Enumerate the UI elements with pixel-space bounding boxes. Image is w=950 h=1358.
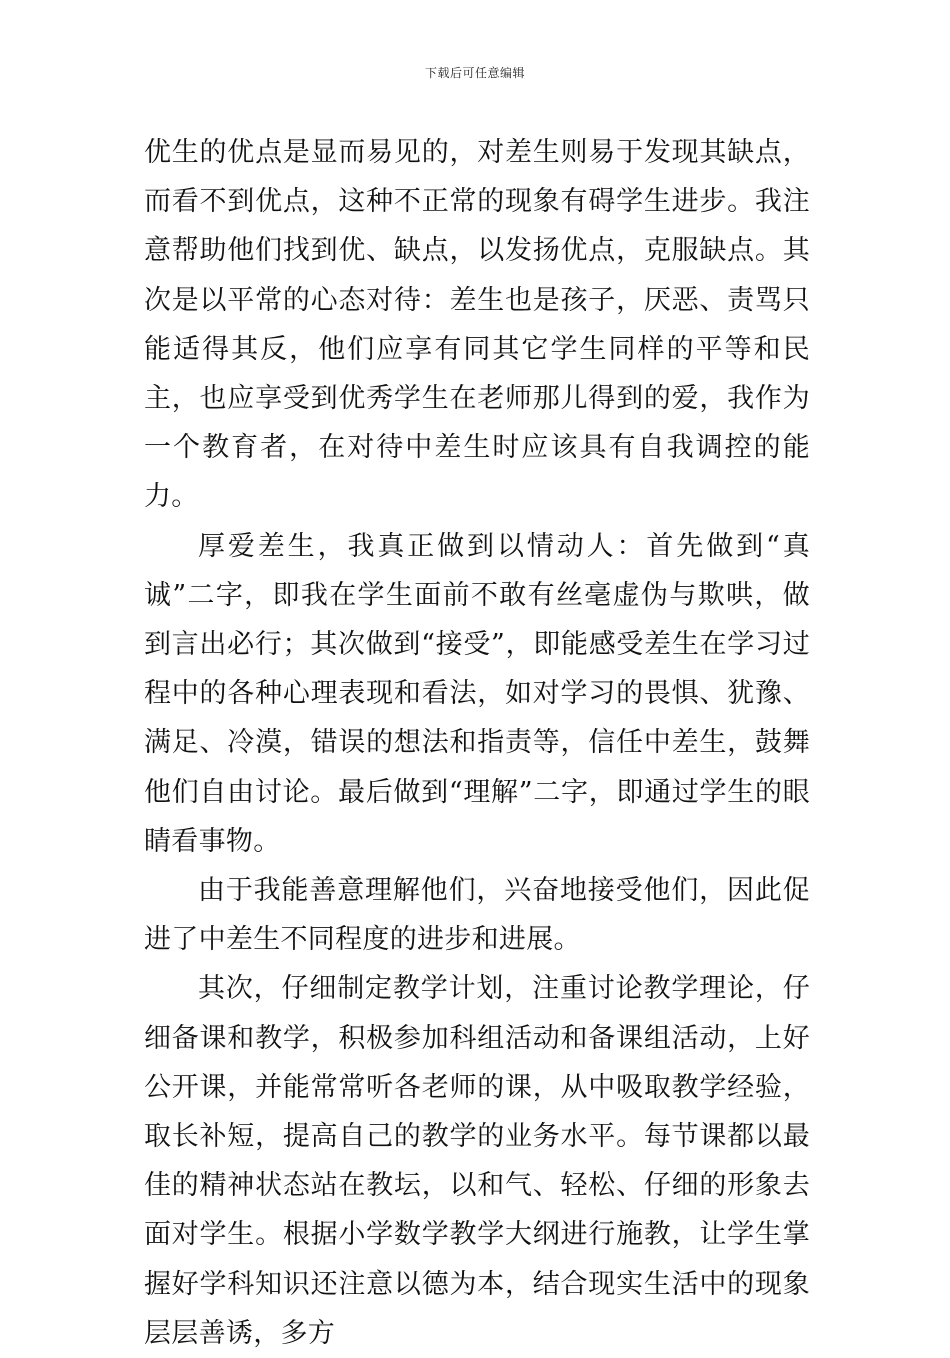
paragraph-1: 优生的优点是显而易见的，对差生则易于发现其缺点，而看不到优点，这种不正常的现象有碍学生进步。我注意帮助他们找到优、缺点，以发扬优点，克服缺点。其次是以平常的心态对待：差生也是孩子，厌恶、责骂只能适得其反，他们应享有同其它学生同样的平等和民主，也应享受到优秀学生在老师那儿得到的爱，我作为一个教育者，在对待中差生时应该具有自我调控的能力。	[144, 137, 810, 513]
paragraph-2: 厚爱差生，我真正做到以情动人：首先做到“真诚”二字，即我在学生面前不敢有丝毫虚伪与欺哄，做到言出必行；其次做到“接受”，即能感受差生在学习过程中的各种心理表现和看法，如对学习的畏惧、犹豫、满足、冷漠，错误的想法和指责等，信任中差生，鼓舞他们自由讨论。最后做到“理解”二字，即通过学生的眼睛看事物。	[144, 530, 810, 857]
document-body	[144, 128, 810, 1358]
paragraph-4: 其次，仔细制定教学计划，注重讨论教学理论，仔细备课和教学，积极参加科组活动和备课组活动，上好公开课，并能常常听各老师的课，从中吸取教学经验，取长补短，提高自己的教学的业务水平。每节课都以最佳的精神状态站在教坛，以和气、轻松、仔细的形象去面对学生。根据小学数学教学大纲进行施教，让学生掌握好学科知识还注意以德为本，结合现实生活中的现象层层善诱，多方	[144, 973, 810, 1349]
paragraph-3: 由于我能善意理解他们，兴奋地接受他们，因此促进了中差生不同程度的进步和进展。	[144, 875, 810, 956]
page-header: 下载后可任意编辑	[424, 66, 525, 80]
